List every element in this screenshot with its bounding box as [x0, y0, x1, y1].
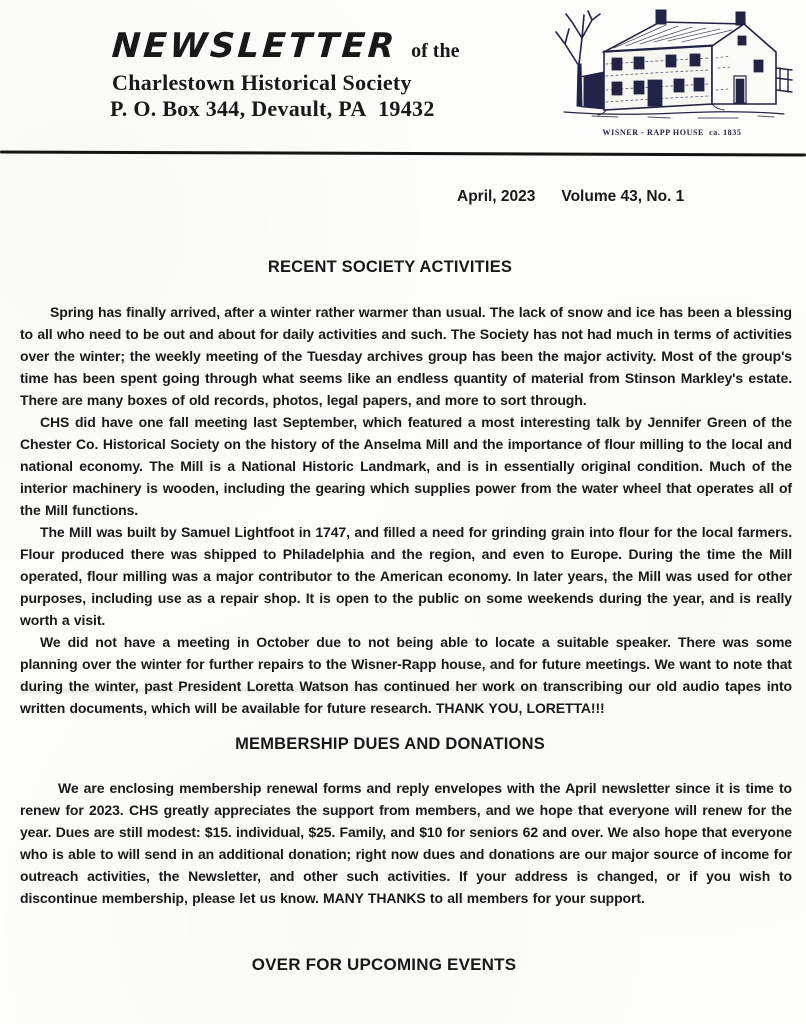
organization-address: P. O. Box 344, Devault, PA 19432	[110, 96, 435, 121]
house-illustration-caption: WISNER - RAPP HOUSE ca. 1835	[602, 128, 742, 137]
page-body	[0, 258, 806, 975]
organization-name: Charlestown Historical Society	[112, 70, 412, 95]
section-heading-membership: MEMBERSHIP DUES AND DONATIONS	[235, 735, 545, 753]
issue-date: April, 2023	[457, 188, 536, 205]
paragraph-october-loretta: We did not have a meeting in October due to not being able to locate a suitable speaker. There was some planning over the winter for further repairs to the Wisner-Rapp house, and for future meetings. We want to note that during the winter, past President Loretta Watson has continued her work on transcribing our old audio tapes into written documents, which will be available for future research. THANK YOU, LORETTA!!!	[20, 634, 792, 716]
masthead	[0, 0, 806, 152]
section-heading-recent-activities: RECENT SOCIETY ACTIVITIES	[267, 258, 513, 276]
over-for-upcoming-events: OVER FOR UPCOMING EVENTS	[251, 955, 517, 974]
issue-volume: Volume 43, No. 1	[561, 188, 685, 205]
newsletter-title-suffix: of the	[411, 40, 460, 62]
paragraph-membership: We are enclosing membership renewal forms and reply envelopes with the April newsletter since it is time to renew for 2023. CHS greatly appreciates the support from members, and we hope that everyone will renew for the year. Dues are still modest: $15. individual, $25. Family, and $10 for seniors 62 and over. We also hope that everyone who is able to will send in an additional donation; right now dues and donations are our major source of income for outreach activities, the Newsletter, and other such activities. If your address is changed, or if you wish to discontinue membership, please let us know. MANY THANKS to all members for your support.	[20, 780, 792, 906]
newsletter-title-line	[112, 26, 459, 66]
house-sketch-icon	[548, 6, 796, 126]
paragraph-mill-history: The Mill was built by Samuel Lightfoot in 1747, and filled a need for grinding grain into flour for the local farmers. Flour produced there was shipped to Philadelphia and the region, and even to Europe. During the time the Mill operated, flour milling was a major contributor to the American economy. In later years, the Mill was used for other purposes, including use as a repair shop. It is open to the public on some weekends during the year, and is really worth a visit.	[20, 524, 792, 628]
house-illustration	[548, 6, 796, 137]
paragraph-spring: Spring has finally arrived, after a winter rather warmer than usual. The lack of snow and ice has been a blessing to all who need to be out and about for daily activities and such. The Society has not had much in terms of activities over the winter; the weekly meeting of the Tuesday archives group has been the major activity. Most of the group's time has been spent going through what seems like an endless quantity of material from Stinson Markley's estate. There are many boxes of old records, photos, legal papers, and more to sort through.	[20, 304, 792, 408]
newsletter-title: NEWSLETTER	[110, 26, 399, 66]
issue-line	[457, 188, 806, 206]
paragraph-fall-meeting: CHS did have one fall meeting last September, which featured a most interesting talk by Jennifer Green of the Chester Co. Historical Society on the history of the Anselma Mill and the importance of flour milling to the local and national economy. The Mill is a National Historic Landmark, and is in essentially original condition. Much of the interior machinery is wooden, including the gearing which supplies power from the water wheel that operates all of the Mill functions.	[20, 414, 792, 518]
scan-speck	[300, 36, 304, 39]
